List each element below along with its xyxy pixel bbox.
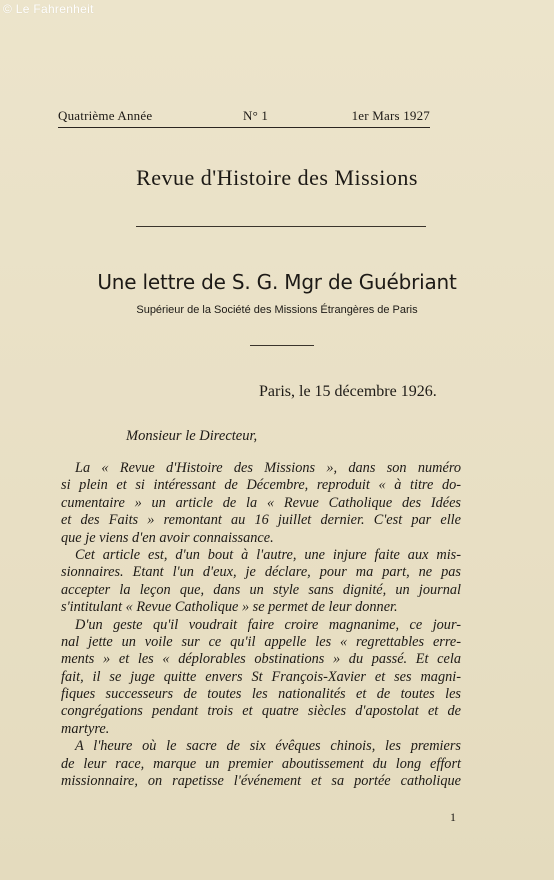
body-line: La « Revue d'Histoire des Missions », dans son numéro — [75, 460, 461, 476]
body-line: D'un geste qu'il voudrait faire croire magnanime, ce jour- — [75, 616, 461, 633]
body-line: sionnaires. Etant l'un d'eux, je déclare, pour ma part, ne pas — [61, 564, 461, 581]
article-subtitle: Supérieur de la Société des Missions Étrangères de Paris — [136, 304, 418, 316]
body-line: et des Faits » remontant au 16 juillet dernier. C'est par elle — [61, 512, 461, 529]
body-line: accepter la leçon que, dans un style sans dignité, un journal — [61, 581, 461, 598]
letter-body — [61, 460, 461, 790]
body-line: ments » et les « déplorables obstinations » du passé. Et cela — [61, 651, 461, 668]
subtitle-divider — [250, 345, 314, 346]
body-line: nal jette un voile sur ce qu'il appelle les « regrettables erre- — [61, 633, 461, 650]
body-line: fiques successeurs de toutes les nationalités et de toutes les — [61, 686, 461, 703]
letter-salutation: Monsieur le Directeur, — [126, 428, 258, 444]
issue-date: 1er Mars 1927 — [351, 108, 430, 123]
page-number: 1 — [450, 810, 456, 824]
body-line: si plein et si intéressant de Décembre, reproduit « à titre do- — [61, 477, 461, 494]
body-line: A l'heure où le sacre de six évêques chinois, les premiers — [75, 738, 461, 755]
watermark: © Le Fahrenheit — [3, 2, 94, 16]
body-line: missionnaire, on rapetisse l'événement et sa portée catholique — [61, 773, 461, 790]
title-divider — [136, 226, 426, 227]
body-line: congrégations pendant trois et quatre siècles d'apostolat et de — [61, 703, 461, 720]
letter-place-date: Paris, le 15 décembre 1926. — [259, 383, 437, 400]
body-line: Cet article est, d'un bout à l'autre, une injure faite aux mis- — [75, 546, 461, 563]
body-line: cumentaire » un article de la « Revue Catholique des Idées — [61, 494, 461, 511]
journal-title: Revue d'Histoire des Missions — [136, 165, 418, 190]
body-line: que je viens d'en avoir connaissance. — [61, 529, 274, 546]
header-divider — [58, 127, 430, 128]
body-line: fait, il se juge quitte envers St François-Xavier et ses magni- — [61, 668, 461, 685]
body-line: de leur race, marque un premier aboutissement du long effort — [61, 755, 461, 772]
issue-header — [58, 108, 430, 126]
body-line: s'intitulant « Revue Catholique » se permet de leur donner. — [61, 599, 398, 616]
article-title: Une lettre de S. G. Mgr de Guébriant — [97, 270, 457, 294]
issue-number: N° 1 — [243, 108, 269, 123]
body-line: martyre. — [61, 720, 110, 737]
issue-year: Quatrième Année — [58, 108, 153, 123]
